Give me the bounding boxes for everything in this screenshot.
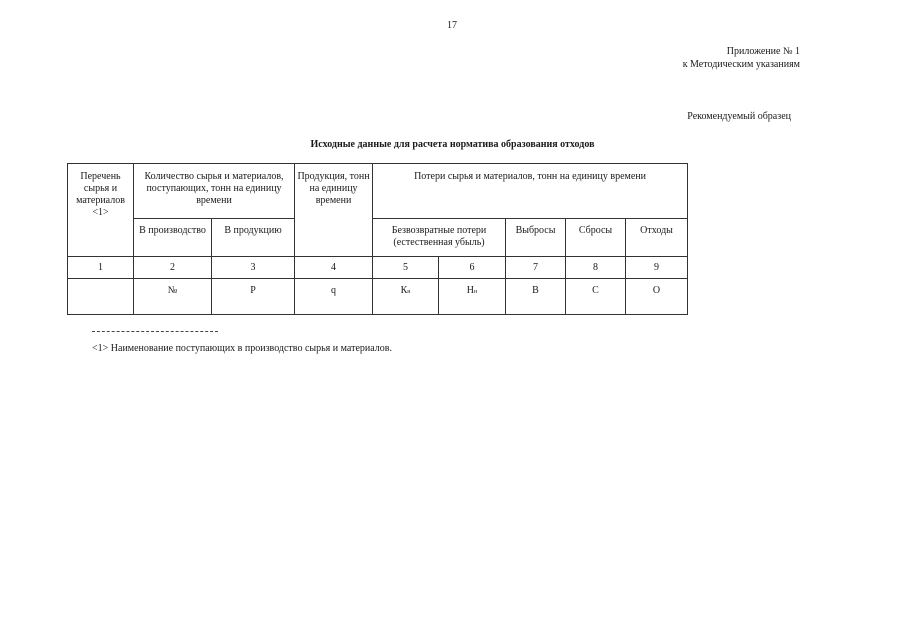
appendix-line-1: Приложение № 1 [726,46,800,57]
column-number-cell: 4 [295,257,373,279]
header-emissions: Выбросы [506,219,566,257]
header-irreversible-losses: Безвозвратные потери (естественная убыль) [373,219,506,257]
symbol-cell-h [439,279,506,315]
symbol-k-subscript: н [407,289,411,295]
symbol-cell-b: В [506,279,566,315]
footnote: <1> Наименование поступающих в производство сырья и материалов. [92,343,392,354]
header-quantity: Количество сырья и материалов, поступающих, тонн на единицу времени [134,164,295,219]
column-number-row [68,257,688,279]
column-number-cell: 2 [134,257,212,279]
header-discharges: Сбросы [566,219,626,257]
column-number-cell: 8 [566,257,626,279]
symbol-cell-o: О [626,279,688,315]
symbol-cell-k [373,279,439,315]
column-number-cell: 9 [626,257,688,279]
symbol-cell-number: № [134,279,212,315]
appendix-note [683,45,800,71]
header-to-production: В производство [134,219,212,257]
source-data-table [67,163,688,315]
header-losses: Потери сырья и материалов, тонн на единицу времени [373,164,688,219]
footnote-divider [92,331,218,332]
header-to-product: В продукцию [212,219,295,257]
column-number-cell: 7 [506,257,566,279]
appendix-line-2: к Методическим указаниям [682,59,800,70]
symbol-k: К [400,285,408,296]
column-number-cell: 5 [373,257,439,279]
symbol-cell-list [68,279,134,315]
page-number: 17 [447,20,457,31]
header-materials-list: Перечень сырья и материалов <1> [68,164,134,257]
header-waste: Отходы [626,219,688,257]
symbol-cell-p: Р [212,279,295,315]
column-number-cell: 3 [212,257,295,279]
symbol-cell-q: q [295,279,373,315]
document-title: Исходные данные для расчета норматива образования отходов [310,139,595,150]
symbol-row [68,279,688,315]
column-number-cell: 6 [439,257,506,279]
column-number-cell: 1 [68,257,134,279]
header-product: Продукция, тонн на единицу времени [295,164,373,257]
sample-label: Рекомендуемый образец [687,111,791,122]
symbol-h: Н [466,285,475,296]
symbol-cell-c: С [566,279,626,315]
symbol-h-subscript: н [474,289,478,295]
